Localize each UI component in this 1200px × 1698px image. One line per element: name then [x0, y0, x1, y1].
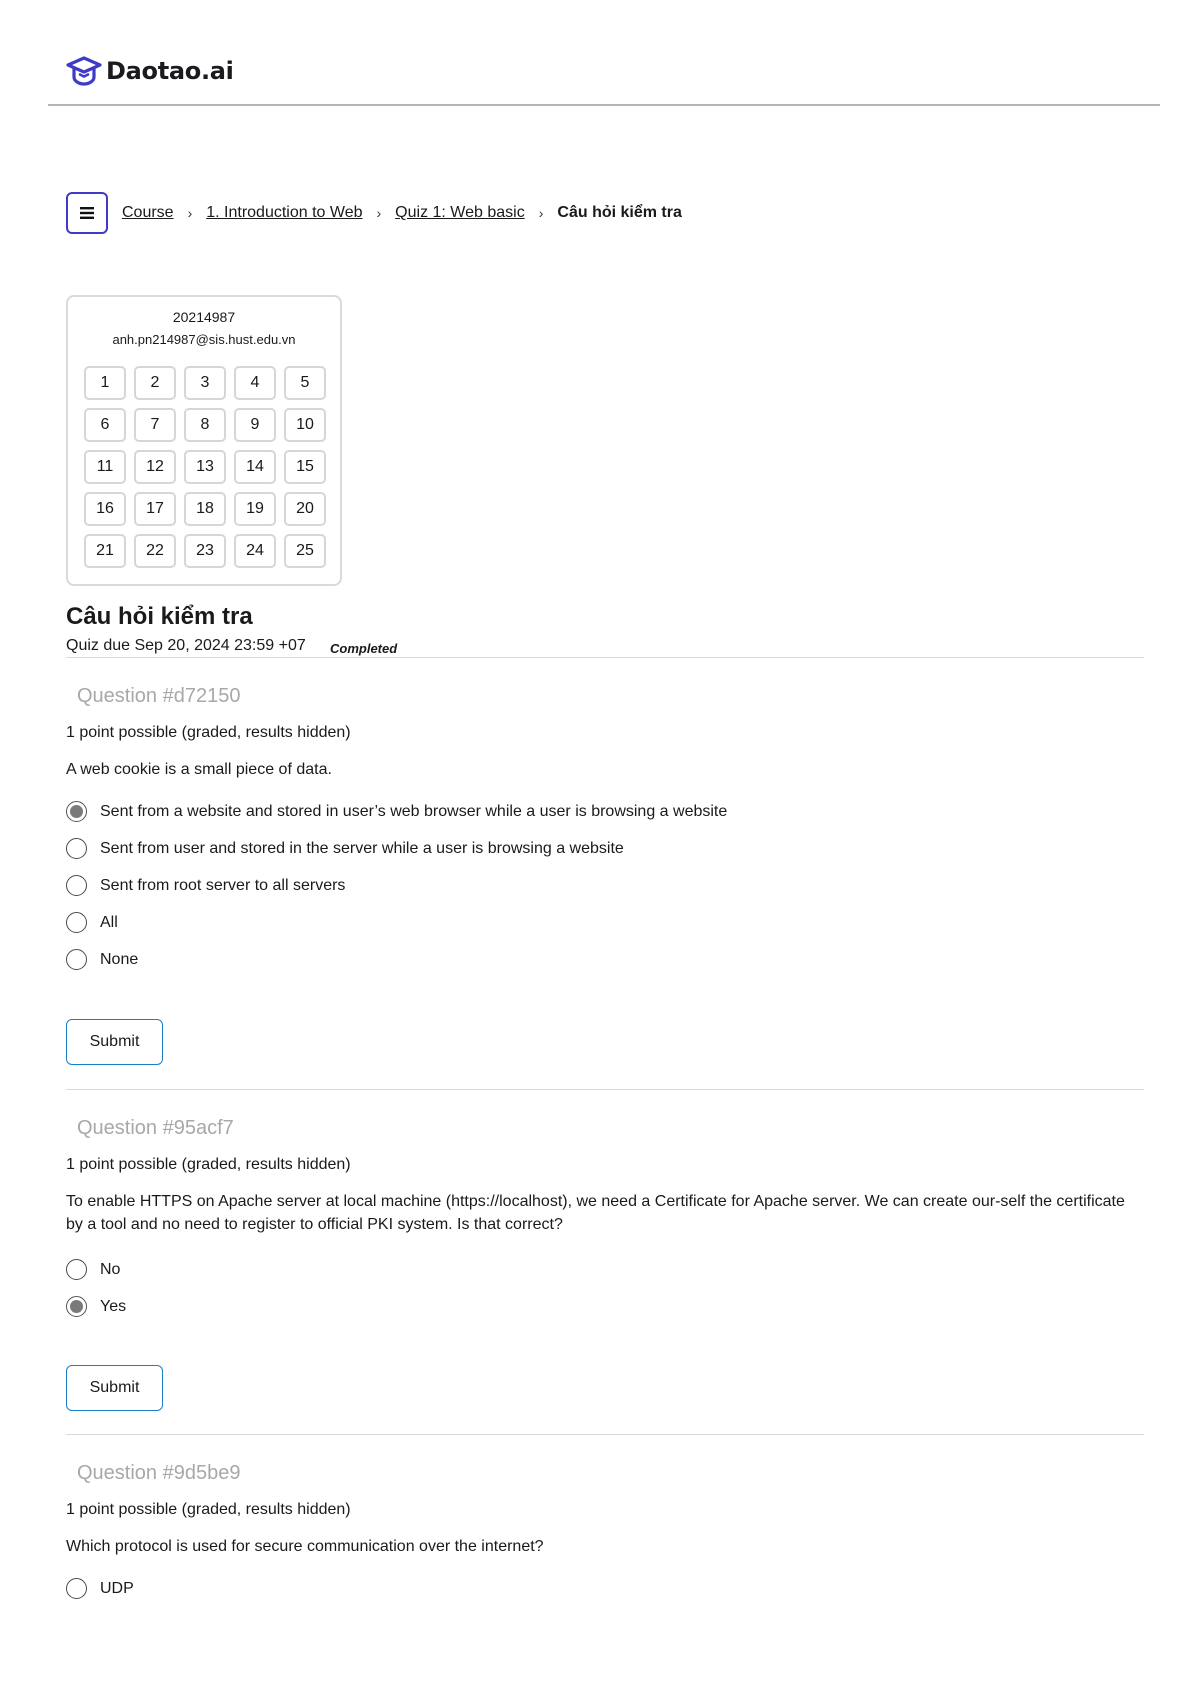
answer-option[interactable]: [66, 801, 727, 822]
chevron-right-icon: ›: [376, 205, 382, 221]
radio-button[interactable]: [66, 875, 87, 896]
question-number-button[interactable]: 10: [284, 408, 326, 442]
radio-button[interactable]: [66, 838, 87, 859]
quiz-due-date: Quiz due Sep 20, 2024 23:59 +07: [66, 637, 306, 654]
graduation-cap-icon: [66, 55, 102, 87]
question-number-button[interactable]: 6: [84, 408, 126, 442]
question-navigator: [66, 295, 342, 586]
question-text: A web cookie is a small piece of data.: [66, 761, 332, 778]
question-number-button[interactable]: 14: [234, 450, 276, 484]
site-header: [48, 0, 1160, 106]
answer-label: Sent from user and stored in the server while a user is browsing a website: [100, 839, 624, 857]
divider: [66, 1089, 1144, 1090]
answer-label: All: [100, 913, 118, 931]
question-number-button[interactable]: 23: [184, 534, 226, 568]
question-number-button[interactable]: 18: [184, 492, 226, 526]
question-number-button[interactable]: 21: [84, 534, 126, 568]
answer-label: Yes: [100, 1297, 127, 1315]
question-number-button[interactable]: 5: [284, 366, 326, 400]
submit-button[interactable]: Submit: [66, 1365, 163, 1411]
question-number-button[interactable]: 17: [134, 492, 176, 526]
answer-option[interactable]: [66, 1578, 134, 1599]
question-text: To enable HTTPS on Apache server at local machine (https://localhost), we need a Certificate for Apache server. We can create our-self the certificate by a tool and no need to register to official PKI system. Is that correct?: [66, 1193, 1125, 1233]
radio-button[interactable]: [66, 1578, 87, 1599]
hamburger-menu-icon: [80, 207, 94, 219]
question-points: 1 point possible (graded, results hidden): [66, 724, 351, 741]
radio-button[interactable]: [66, 1259, 87, 1280]
question-number-button[interactable]: 25: [284, 534, 326, 568]
divider: [66, 657, 1144, 658]
radio-button-selected[interactable]: [66, 801, 87, 822]
breadcrumb: [66, 192, 682, 234]
radio-button[interactable]: [66, 949, 87, 970]
question-number-button[interactable]: 11: [84, 450, 126, 484]
answer-option[interactable]: [66, 912, 118, 933]
question-number-button[interactable]: 19: [234, 492, 276, 526]
question-number-button[interactable]: 1: [84, 366, 126, 400]
question-number-button[interactable]: 4: [234, 366, 276, 400]
answer-option[interactable]: [66, 1296, 126, 1317]
menu-button[interactable]: [66, 192, 108, 234]
breadcrumb-current: Câu hỏi kiểm tra: [557, 204, 682, 221]
question-number-button[interactable]: 13: [184, 450, 226, 484]
question-title: Question #d72150: [77, 685, 241, 707]
brand-logo[interactable]: [66, 55, 234, 87]
question-number-button[interactable]: 24: [234, 534, 276, 568]
answer-label: UDP: [100, 1579, 134, 1597]
answer-label: None: [100, 950, 139, 968]
question-number-button[interactable]: 22: [134, 534, 176, 568]
radio-dot: [70, 1300, 83, 1313]
submit-button[interactable]: Submit: [66, 1019, 163, 1065]
chevron-right-icon: ›: [538, 205, 544, 221]
question-title: Question #95acf7: [77, 1117, 234, 1139]
answer-option[interactable]: [66, 949, 138, 970]
question-number-button[interactable]: 9: [234, 408, 276, 442]
answer-option[interactable]: [66, 1259, 120, 1280]
student-id: 20214987: [172, 309, 236, 325]
breadcrumb-quiz[interactable]: Quiz 1: Web basic: [395, 204, 525, 221]
question-number-button[interactable]: 2: [134, 366, 176, 400]
question-points: 1 point possible (graded, results hidden): [66, 1501, 351, 1518]
chevron-right-icon: ›: [187, 205, 193, 221]
divider: [66, 1434, 1144, 1435]
answer-option[interactable]: [66, 875, 345, 896]
question-title: Question #9d5be9: [77, 1462, 241, 1484]
brand-name: Daotao.ai: [106, 57, 234, 85]
question-text: Which protocol is used for secure communication over the internet?: [66, 1538, 544, 1555]
question-number-button[interactable]: 7: [134, 408, 176, 442]
question-number-button[interactable]: 20: [284, 492, 326, 526]
question-points: 1 point possible (graded, results hidden): [66, 1156, 351, 1173]
question-number-button[interactable]: 15: [284, 450, 326, 484]
answer-option[interactable]: [66, 838, 624, 859]
radio-dot: [70, 805, 83, 818]
question-number-button[interactable]: 3: [184, 366, 226, 400]
student-email: anh.pn214987@sis.hust.edu.vn: [112, 332, 296, 347]
question-number-button[interactable]: 8: [184, 408, 226, 442]
page-title: Câu hỏi kiểm tra: [66, 603, 253, 630]
breadcrumb-section[interactable]: 1. Introduction to Web: [206, 204, 363, 221]
status-badge: Completed: [330, 641, 398, 656]
radio-button[interactable]: [66, 912, 87, 933]
radio-button-selected[interactable]: [66, 1296, 87, 1317]
question-number-grid: [84, 366, 326, 568]
answer-label: Sent from a website and stored in user’s web browser while a user is browsing a website: [100, 802, 728, 820]
question-number-button[interactable]: 16: [84, 492, 126, 526]
question-number-button[interactable]: 12: [134, 450, 176, 484]
answer-label: Sent from root server to all servers: [100, 876, 346, 894]
breadcrumb-course[interactable]: Course: [122, 204, 174, 221]
answer-label: No: [100, 1260, 121, 1278]
